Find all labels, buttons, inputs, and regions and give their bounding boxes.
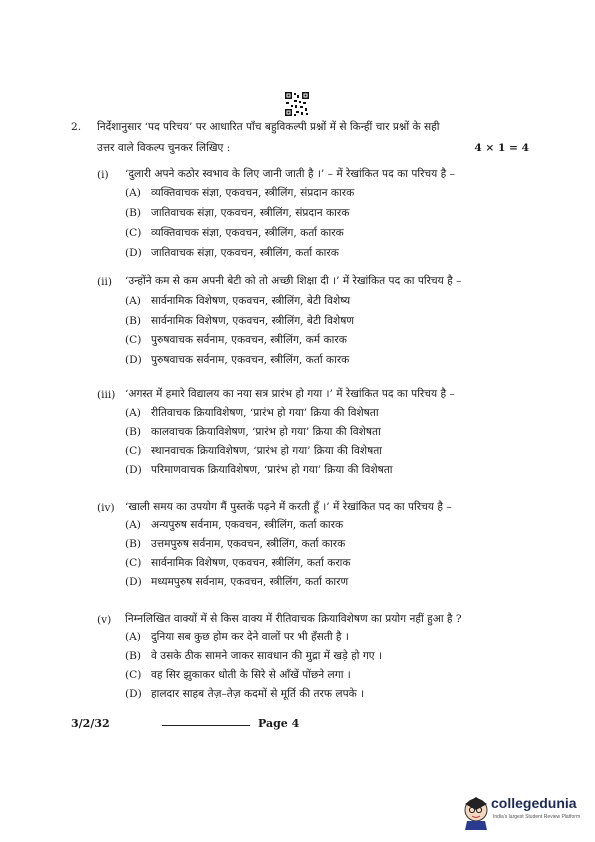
- option: (A) अन्यपुरुष सर्वनाम, एकवचन, स्त्रीलिंग, कर्ता कारक: [125, 519, 344, 531]
- watermark-brand: collegedunia: [491, 795, 577, 811]
- option: (C) वह सिर झुकाकर धोती के सिरे से आँखें पोंछने लगा ।: [125, 669, 351, 681]
- option: (A) रीतिवाचक क्रियाविशेषण, ‘प्रारंभ हो गया’ क्रिया की विशेषता: [125, 407, 379, 419]
- footer-divider: [162, 725, 250, 726]
- option: (A) दुनिया सब कुछ होम कर देने वालों पर भी हँसती है ।: [125, 631, 349, 643]
- option: (B) उत्तमपुरुष सर्वनाम, एकवचन, स्त्रीलिंग, कर्ता कारक: [125, 538, 346, 550]
- option: (C) व्यक्तिवाचक संज्ञा, एकवचन, स्त्रीलिंग, कर्ता कारक: [125, 227, 344, 239]
- option: (B) कालवाचक क्रियाविशेषण, ‘प्रारंभ हो गया’ क्रिया की विशेषता: [125, 426, 381, 438]
- subquestion-number: (i): [97, 169, 109, 181]
- question-number: 2.: [71, 121, 82, 133]
- option: (D) जातिवाचक संज्ञा, एकवचन, स्त्रीलिंग, कर्ता कारक: [125, 247, 339, 259]
- instruction-line-2: उत्तर वाले विकल्प चुनकर लिखिए :: [97, 142, 231, 154]
- option: (A) व्यक्तिवाचक संज्ञा, एकवचन, स्त्रीलिंग, संप्रदान कारक: [125, 187, 355, 199]
- qr-code-icon: [284, 91, 310, 117]
- subquestion-stem: ‘अगस्त में हमारे विद्यालय का नया सत्र प्रारंभ हो गया ।’ में रेखांकित पद का परिचय है –: [125, 388, 455, 400]
- option: (C) स्थानवाचक क्रियाविशेषण, ‘प्रारंभ हो गया’ क्रिया की विशेषता: [125, 445, 383, 457]
- option: (D) परिमाणवाचक क्रियाविशेषण, ‘प्रारंभ हो गया’ क्रिया की विशेषता: [125, 464, 393, 476]
- option: (D) पुरुषवाचक सर्वनाम, एकवचन, स्त्रीलिंग, कर्ता कारक: [125, 354, 350, 366]
- subquestion-stem: निम्नलिखित वाक्यों में से किस वाक्य में रीतिवाचक क्रियाविशेषण का प्रयोग नहीं हुआ है ?: [125, 613, 462, 625]
- page-number: Page 4: [258, 717, 300, 730]
- subquestion-stem: ‘दुलारी अपने कठोर स्वभाव के लिए जानी जाती है ।’ – में रेखांकित पद का परिचय है –: [125, 168, 455, 180]
- option: (C) सार्वनामिक विशेषण, एकवचन, स्त्रीलिंग, कर्ता कराक: [125, 557, 351, 569]
- option: (B) वे उसके ठीक सामने जाकर सावधान की मुद्रा में खड़े हो गए ।: [125, 650, 383, 662]
- option: (D) हालदार साहब तेज़–तेज़ कदमों से मूर्ति की तरफ लपके ।: [125, 688, 365, 700]
- option: (B) सार्वनामिक विशेषण, एकवचन, स्त्रीलिंग, बेटी विशेषण: [125, 315, 355, 327]
- paper-code: 3/2/32: [71, 717, 110, 730]
- option: (D) मध्यमपुरुष सर्वनाम, एकवचन, स्त्रीलिंग, कर्ता कारण: [125, 576, 349, 588]
- instruction-line-1: निर्देशानुसार ‘पद परिचय’ पर आधारित पाँच बहुविकल्पी प्रश्नों में से किन्हीं चार प्रश्नों के सही: [97, 121, 440, 133]
- marks-label: 4 × 1 = 4: [474, 142, 529, 154]
- option: (A) सार्वनामिक विशेषण, एकवचन, स्त्रीलिंग, बेटी विशेष्य: [125, 295, 351, 307]
- subquestion-number: (iii): [97, 389, 116, 401]
- subquestion-number: (iv): [97, 502, 115, 514]
- subquestion-number: (v): [97, 614, 112, 626]
- option: (C) पुरुषवाचक सर्वनाम, एकवचन, स्त्रीलिंग, कर्म कारक: [125, 334, 347, 346]
- subquestion-stem: ‘खाली समय का उपयोग मैं पुस्तकें पढ़ने में करती हूँ ।’ में रेखांकित पद का परिचय है –: [125, 501, 452, 513]
- subquestion-stem: ‘उन्होंने कम से कम अपनी बेटी को तो अच्छी शिक्षा दी ।’ में रेखांकित पद का परिचय है –: [125, 275, 462, 287]
- option: (B) जातिवाचक संज्ञा, एकवचन, स्त्रीलिंग, संप्रदान कारक: [125, 207, 350, 219]
- watermark-tagline: India's largest Student Review Platform: [493, 814, 581, 820]
- subquestion-number: (ii): [97, 276, 113, 288]
